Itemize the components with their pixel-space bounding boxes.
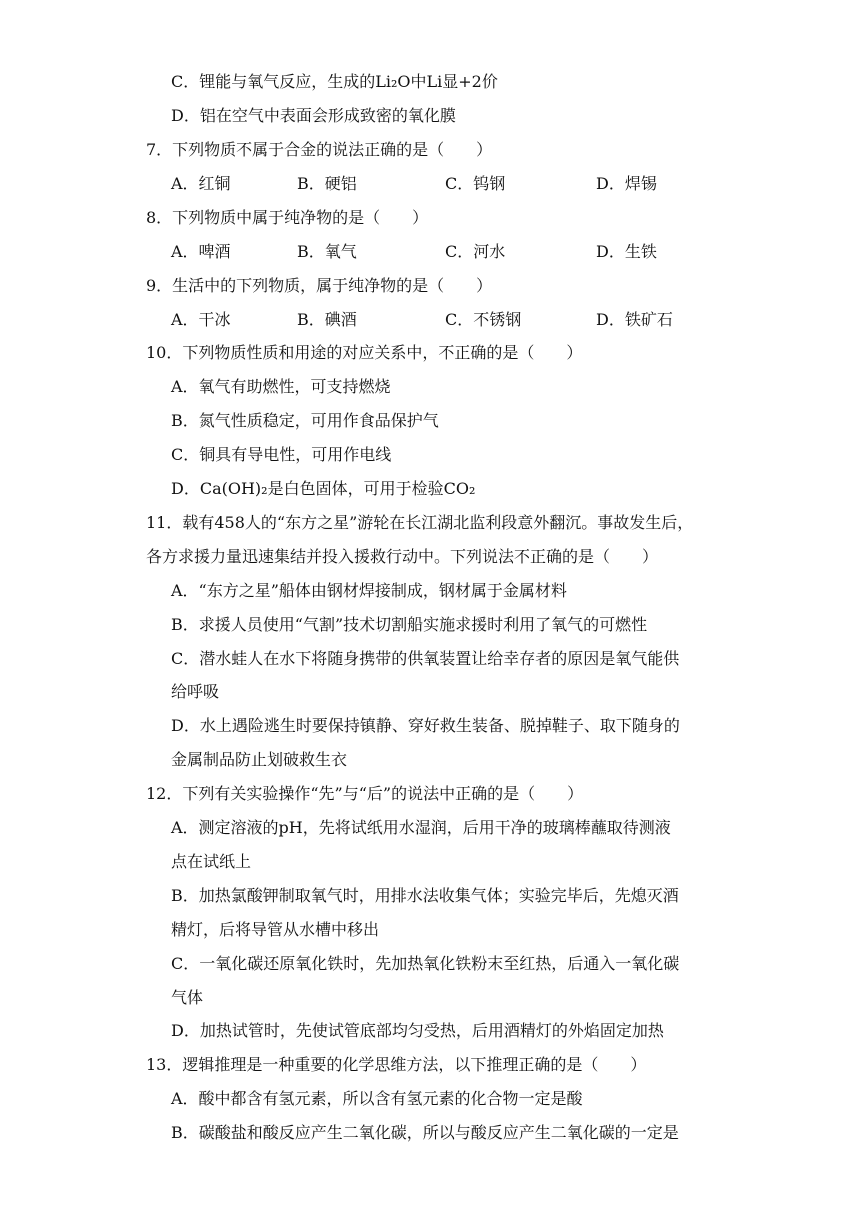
option-12b-line-2: 精灯，后将导管从水槽中移出 bbox=[171, 920, 380, 939]
question-11-line-1: 11．载有458人的“东方之星”游轮在长江湖北监利段意外翻沉。事故发生后， bbox=[146, 513, 694, 532]
option-7b: B．硬铝 bbox=[297, 174, 357, 193]
option-6c: C．锂能与氧气反应，生成的Li₂O中Li显+2价 bbox=[171, 72, 498, 91]
option-9a: A．干冰 bbox=[171, 310, 231, 329]
option-9b: B．碘酒 bbox=[297, 310, 357, 329]
option-10c: C．铜具有导电性，可用作电线 bbox=[171, 445, 392, 464]
option-12c-line-2: 气体 bbox=[171, 988, 204, 1007]
option-13b: B．碳酸盐和酸反应产生二氧化碳，所以与酸反应产生二氧化碳的一定是 bbox=[171, 1123, 679, 1142]
option-11b: B．求援人员使用“气割”技术切割船实施求援时利用了氧气的可燃性 bbox=[171, 615, 648, 634]
question-7: 7．下列物质不属于合金的说法正确的是（ ） bbox=[146, 140, 493, 159]
option-6d: D．铝在空气中表面会形成致密的氧化膜 bbox=[171, 106, 456, 125]
option-10a: A．氧气有助燃性，可支持燃烧 bbox=[171, 377, 391, 396]
option-11d-line-1: D．水上遇险逃生时要保持镇静、穿好救生装备、脱掉鞋子、取下随身的 bbox=[171, 716, 680, 735]
option-12c-line-1: C．一氧化碳还原氧化铁时，先加热氧化铁粉末至红热，后通入一氧化碳 bbox=[171, 954, 680, 973]
option-11d-line-2: 金属制品防止划破救生衣 bbox=[171, 750, 348, 769]
option-8b: B．氧气 bbox=[297, 242, 357, 261]
question-11-line-2: 各方求援力量迅速集结并投入援救行动中。下列说法不正确的是（ ） bbox=[146, 547, 659, 566]
option-11a: A．“东方之星”船体由钢材焊接制成，钢材属于金属材料 bbox=[171, 581, 567, 600]
option-12a-line-2: 点在试纸上 bbox=[171, 852, 252, 871]
option-13a: A．酸中都含有氢元素，所以含有氢元素的化合物一定是酸 bbox=[171, 1089, 583, 1108]
option-9c: C．不锈钢 bbox=[445, 310, 522, 329]
question-8: 8．下列物质中属于纯净物的是（ ） bbox=[146, 208, 429, 227]
option-7c: C．钨钢 bbox=[445, 174, 506, 193]
option-11c-line-2: 给呼吸 bbox=[171, 682, 220, 701]
option-10b: B．氮气性质稳定，可用作食品保护气 bbox=[171, 411, 439, 430]
question-9: 9．生活中的下列物质，属于纯净物的是（ ） bbox=[146, 276, 493, 295]
option-7d: D．焊锡 bbox=[596, 174, 657, 193]
option-8d: D．生铁 bbox=[596, 242, 657, 261]
option-12b-line-1: B．加热氯酸钾制取氧气时，用排水法收集气体；实验完毕后，先熄灭酒 bbox=[171, 886, 679, 905]
question-10: 10．下列物质性质和用途的对应关系中，不正确的是（ ） bbox=[146, 343, 583, 362]
option-9d: D．铁矿石 bbox=[596, 310, 673, 329]
question-13: 13．逻辑推理是一种重要的化学思维方法，以下推理正确的是（ ） bbox=[146, 1055, 647, 1074]
option-8a: A．啤酒 bbox=[171, 242, 231, 261]
option-12a-line-1: A．测定溶液的pH，先将试纸用水湿润，后用干净的玻璃棒蘸取待测液 bbox=[171, 818, 671, 837]
option-8c: C．河水 bbox=[445, 242, 506, 261]
option-7a: A．红铜 bbox=[171, 174, 231, 193]
option-11c-line-1: C．潜水蛙人在水下将随身携带的供氧装置让给幸存者的原因是氧气能供 bbox=[171, 649, 680, 668]
option-12d: D．加热试管时，先使试管底部均匀受热，后用酒精灯的外焰固定加热 bbox=[171, 1021, 664, 1040]
question-12: 12．下列有关实验操作“先”与“后”的说法中正确的是（ ） bbox=[146, 784, 584, 803]
option-10d: D．Ca(OH)₂是白色固体，可用于检验CO₂ bbox=[171, 479, 476, 498]
